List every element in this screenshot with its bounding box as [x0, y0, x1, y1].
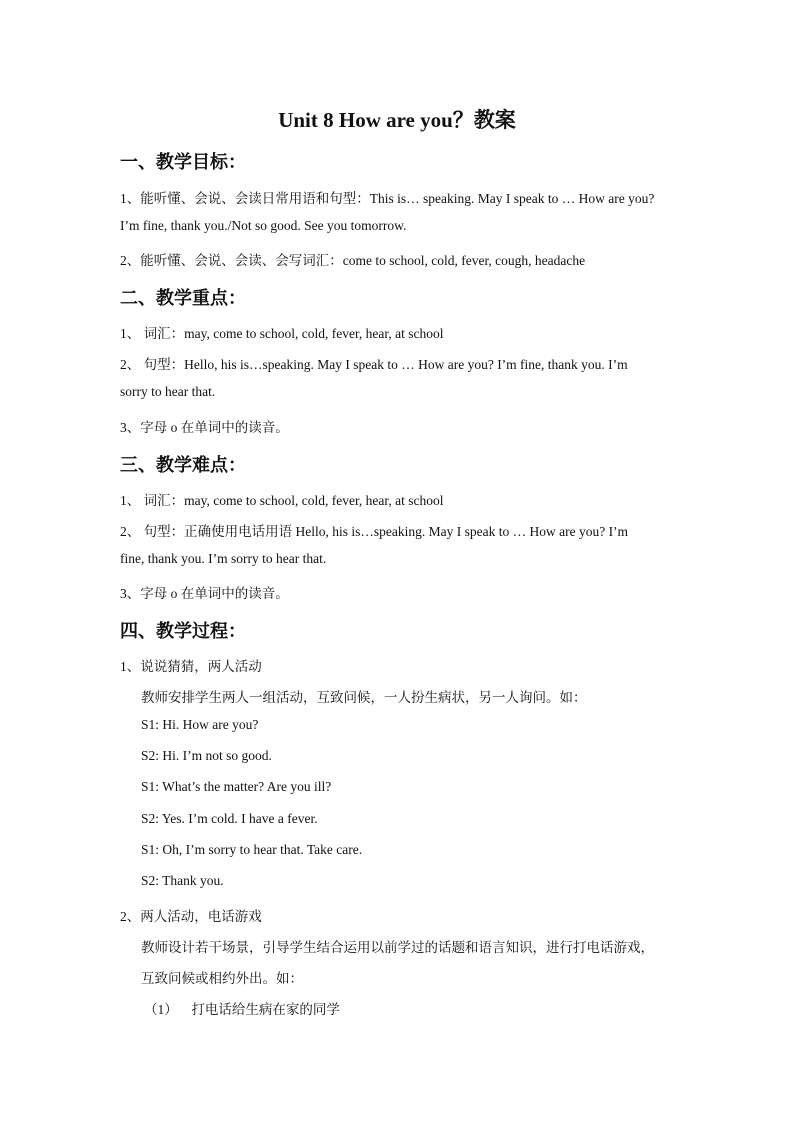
- paragraph-line: 2、 句型：正确使用电话用语 Hello, his is…speaking. May I speak to … How are you? I’m: [120, 524, 629, 539]
- section-heading-process: 四、教学过程：: [120, 621, 246, 641]
- paragraph-line: fine, thank you. I’m sorry to hear that.: [120, 551, 327, 566]
- paragraph-line: sorry to hear that.: [120, 384, 216, 399]
- paragraph-line: 1、 词汇：may, come to school, cold, fever, hear, at school: [120, 493, 444, 508]
- section-heading-difficulties: 三、教学难点：: [120, 455, 246, 475]
- dialogue-line: S2: Yes. I’m cold. I have a fever.: [141, 811, 318, 826]
- dialogue-line: S2: Hi. I’m not so good.: [141, 748, 272, 763]
- dialogue-line: S1: What’s the matter? Are you ill?: [141, 779, 332, 794]
- item-number: （1）: [144, 1002, 178, 1017]
- paragraph-line: 互致问候或相约外出。如：: [141, 971, 303, 986]
- dialogue-line: S1: Hi. How are you?: [141, 717, 259, 732]
- paragraph-line: 1、 词汇：may, come to school, cold, fever, hear, at school: [120, 326, 444, 341]
- section-heading-key-points: 二、教学重点：: [120, 288, 246, 308]
- paragraph-line: 2、两人活动，电话游戏: [120, 909, 262, 924]
- paragraph-line: 2、能听懂、会说、会读、会写词汇：come to school, cold, fever, cough, headache: [120, 253, 586, 268]
- section-heading-objectives: 一、教学目标：: [120, 152, 246, 172]
- paragraph-line: 2、 句型：Hello, his is…speaking. May I speak to … How are you? I’m fine, thank you. I’m: [120, 357, 628, 372]
- paragraph-line: 1、能听懂、会说、会读日常用语和句型：This is… speaking. May I speak to … How are you?: [120, 191, 655, 206]
- paragraph-line: 教师安排学生两人一组活动，互致问候，一人扮生病状，另一人询问。如：: [141, 690, 587, 705]
- dialogue-line: S1: Oh, I’m sorry to hear that. Take care.: [141, 842, 363, 857]
- paragraph-line: I’m fine, thank you./Not so good. See you tomorrow.: [120, 218, 407, 233]
- numbered-item: [144, 998, 340, 1018]
- item-text: 打电话给生病在家的同学: [191, 1002, 340, 1017]
- page-title: Unit 8 How are you？教案: [278, 108, 516, 132]
- paragraph-line: 3、字母 o 在单词中的读音。: [120, 586, 289, 601]
- paragraph-line: 1、说说猜猜，两人活动: [120, 659, 262, 674]
- paragraph-line: 教师设计若干场景，引导学生结合运用以前学过的话题和语言知识，进行打电话游戏，: [141, 940, 654, 955]
- paragraph-line: 3、字母 o 在单词中的读音。: [120, 420, 289, 435]
- dialogue-line: S2: Thank you.: [141, 873, 224, 888]
